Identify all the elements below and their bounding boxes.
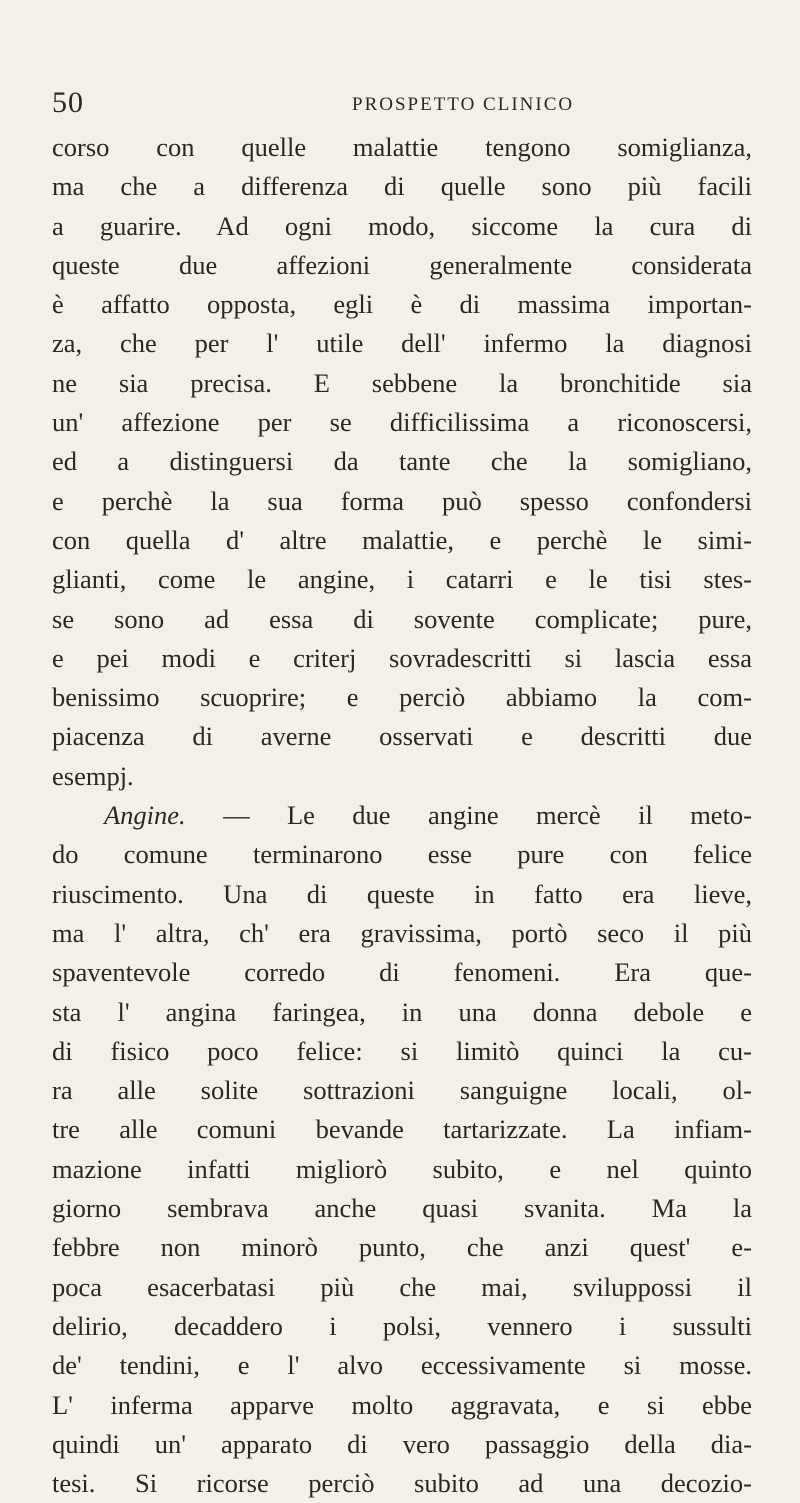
text-line: febbre non minorò punto, che anzi quest' e- [52,1232,752,1263]
text-line: corso con quelle malattie tengono somiglianza, [52,132,752,162]
paragraph-1 [52,128,752,796]
body-text [52,128,752,1503]
text-line: di fisico poco felice: si limitò quinci la cu- [52,1035,752,1066]
text-line: delirio, decaddero i polsi, vennero i sussulti [52,1310,752,1341]
text-line: ne sia precisa. E sebbene la bronchitide sia [52,367,752,398]
text-line: e perchè la sua forma può spesso confondersi [52,485,752,516]
section-heading-angine: Angine. [104,800,186,831]
text-line [52,796,752,835]
text-line: benissimo scuoprire; e perciò abbiamo la com- [52,682,752,713]
text-line: de' tendini, e l' alvo eccessivamente si mosse. [52,1350,752,1381]
text-line: e pei modi e criterj sovradescritti si lascia essa [52,642,752,673]
text-line: è affatto opposta, egli è di massima importan- [52,289,752,320]
page-header [52,86,740,122]
text-line: tre alle comuni bevande tartarizzate. La infiam- [52,1114,752,1145]
page-number: 50 [52,86,84,119]
text-line: a guarire. Ad ogni modo, siccome la cura di [52,210,752,241]
text-line: mazione infatti migliorò subito, e nel quinto [52,1153,752,1184]
text-line: con quella d' altre malattie, e perchè le simi- [52,524,752,555]
text-line: ma che a differenza di quelle sono più facili [52,171,752,202]
text-line: giorno sembrava anche quasi svanita. Ma la [52,1193,752,1224]
text-line: poca esacerbatasi più che mai, sviluppossi il [52,1271,752,1302]
text-line: quindi un' apparato di vero passaggio della dia- [52,1428,752,1459]
text-line: ma l' altra, ch' era gravissima, portò seco il più [52,917,752,948]
text-line: un' affezione per se difficilissima a riconoscersi, [52,407,752,438]
text-line: L' inferma apparve molto aggravata, e si ebbe [52,1389,752,1420]
text-line: ra alle solite sottrazioni sanguigne locali, ol- [52,1075,752,1106]
text-line: spaventevole corredo di fenomeni. Era que- [52,957,752,988]
text-line: se sono ad essa di sovente complicate; pure, [52,603,752,634]
text-line: piacenza di averne osservati e descritti due [52,721,752,752]
paragraph-2 [52,796,752,1503]
text-line: za, che per l' utile dell' infermo la diagnosi [52,328,752,359]
text-line: glianti, come le angine, i catarri e le tisi stes- [52,564,752,595]
text-line: tesi. Si ricorse perciò subito ad una decozio- [52,1468,752,1499]
text-line: do comune terminarono esse pure con felice [52,839,752,870]
running-title: PROSPETTO CLINICO [352,94,575,115]
text-line: queste due affezioni generalmente considerata [52,249,752,280]
text-line: esempj. [52,760,134,791]
heading-line-rest: — Le due angine mercè il meto- [223,800,753,831]
text-line: riuscimento. Una di queste in fatto era lieve, [52,878,752,909]
text-line: sta l' angina faringea, in una donna debole e [52,996,752,1027]
text-line: ed a distinguersi da tante che la somigliano, [52,446,752,477]
